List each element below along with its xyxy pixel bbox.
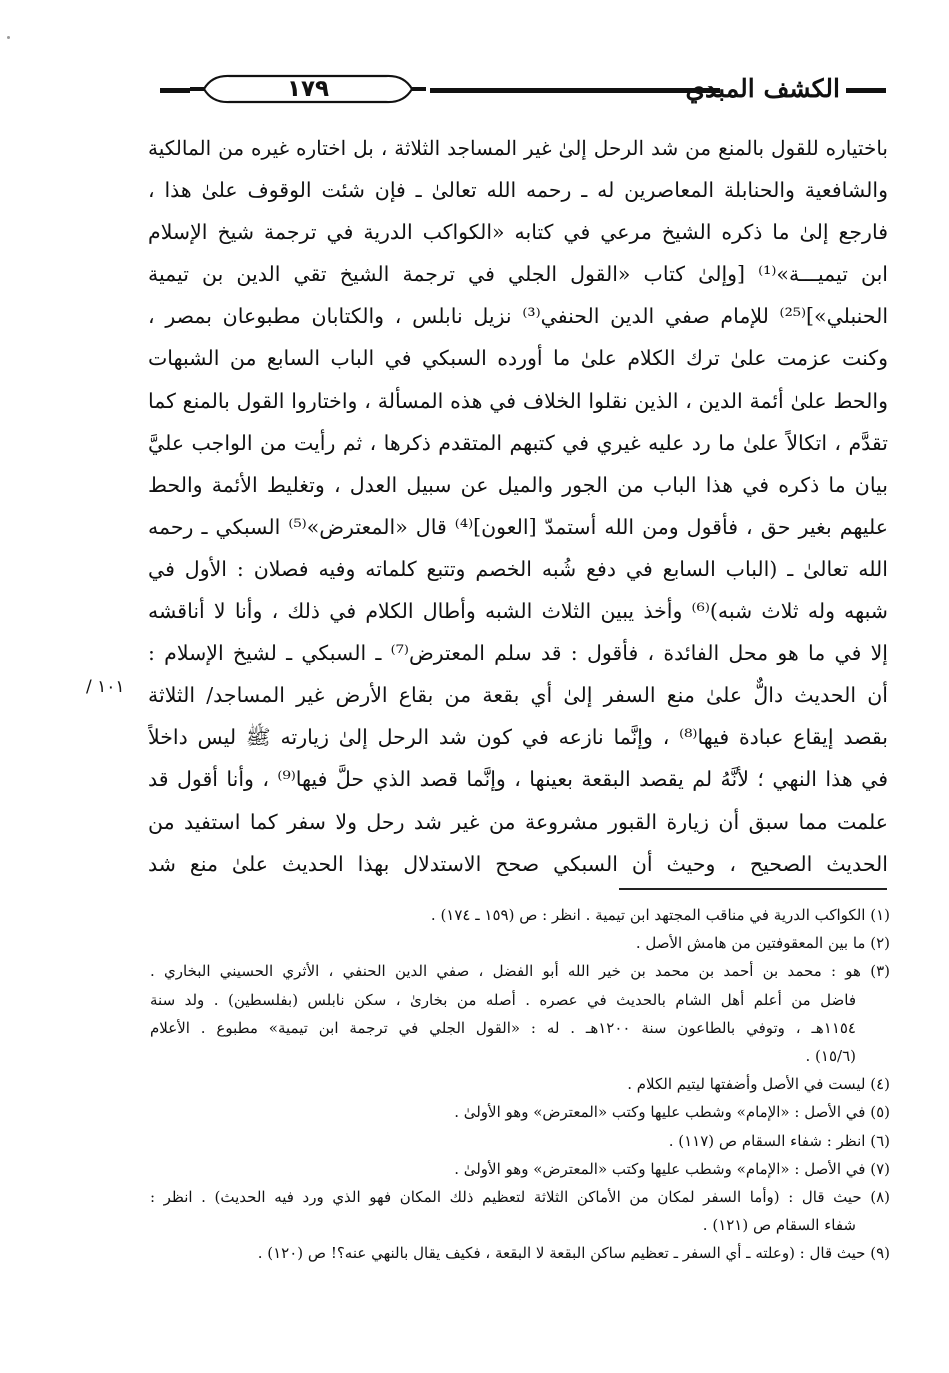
margin-page-reference: / ١٠١ [86, 677, 125, 697]
footnote-line: (٧) في الأصل : «الإمام» وشطب عليها وكتب «المعترض» وهو الأولىٰ . [454, 1159, 890, 1178]
footnote-line: (٥) في الأصل : «الإمام» وشطب عليها وكتب «المعترض» وهو الأولىٰ . [454, 1103, 890, 1122]
body-line: الحنبلي»]⁽²⁵⁾ للإمام صفي الدين الحنفي⁽³⁾ نزيل نابلس ، والكتابان مطبوعان بمصر ، [148, 304, 888, 329]
footnote-line: (٣) هو : محمد بن أحمد بن محمد بن خير الله أبو الفضل ، صفي الدين الحنفي ، الأثري الحسيني البخاري . [150, 962, 890, 981]
body-line: إلا في ما هو محل الفائدة ، فأقول : قد سلم المعترض⁽⁷⁾ ـ السبكي ـ لشيخ الإسلام : [148, 641, 888, 666]
main-text [148, 127, 888, 885]
page-header [160, 72, 886, 106]
body-line: في هذا النهي ؛ لأنَّهُ لم يقصد البقعة بعينها ، وإنَّما قصد الذي حلَّ فيها⁽⁹⁾ ، وأنا أقول قد [148, 767, 888, 792]
body-line: تقدَّم ، اتكالاً علىٰ ما رد عليه غيري في كتبهم المتقدم ذكرها ، ثم رأيت من الواجب عليَّ [148, 430, 888, 455]
footnotes [150, 901, 890, 1267]
footnote-line: شفاء السقام ص (١٢١) . [702, 1216, 856, 1235]
book-title: الكشف المبدي [685, 74, 840, 103]
scan-speck [7, 36, 10, 39]
body-line: والشافعية والحنابلة المعاصرين له ـ رحمه الله تعالىٰ ـ فإن شئت الوقوف علىٰ هذا ، [148, 178, 888, 203]
header-rule-middle [430, 88, 720, 93]
footnote-separator [619, 888, 887, 890]
body-line: باختياره للقول بالمنع من شد الرحل إلىٰ غير المساجد الثلاثة ، بل اختاره غيره من المالكية [148, 136, 888, 160]
body-line: شبهه وله ثلاث شبه)⁽⁶⁾ وأخذ يبين الثلاث الشبه وأطال الكلام في ذلك ، وأنا لا أناقشه [148, 599, 888, 624]
footnote-line: (٦) انظر : شفاء السقام ص (١١٧) . [668, 1131, 890, 1150]
body-line: الحديث الصحيح ، وحيث أن السبكي صحح الاستدلال بهذا الحديث علىٰ منع شد [148, 851, 888, 876]
footnote-line: (١) الكواكب الدرية في مناقب المجتهد ابن تيمية . انظر : ص (١٥٩ ـ ١٧٤) . [430, 906, 890, 924]
body-line: أن الحديث دالٌّ علىٰ منع السفر إلىٰ أي بقعة من بقاع الأرض غير المساجد/ الثلاثة [148, 683, 888, 708]
footnote-line: فاضل من أعلم أهل الشام بالحديث في عصره . أصله من بخارىٰ ، سكن نابلس (بفلسطين) . ولد سنة [150, 990, 856, 1009]
footnote-line: (١٥/٦) . [805, 1046, 856, 1065]
header-rule-left [160, 88, 190, 93]
footnote-line: (٤) ليست في الأصل وأضفتها ليتيم الكلام . [627, 1075, 890, 1094]
header-rule-right [846, 88, 886, 93]
footnote-line: (٢) ما بين المعقوفتين من هامش الأصل . [635, 934, 890, 953]
body-line: فارجع إلىٰ ما ذكره الشيخ مرعي في كتابه «الكواكب الدرية في ترجمة شيخ الإسلام [148, 220, 888, 245]
body-line: بيان ما ذكره في هذا الباب من الجور والميل عن سبيل العدل ، وتغليط الأئمة والحط [148, 472, 888, 497]
body-line: بقصد إيقاع عبادة فيها⁽⁸⁾ ، وإنَّما نازعه في كون شد الرحل إلىٰ زيارته ﷺ ليس داخلاً [148, 725, 888, 750]
body-line: الله تعالىٰ ـ (الباب السابع في دفع شُبه الخصم وتتبع كلماته وفيه فصلان : الأول في [148, 556, 888, 581]
body-line: ابن تيميـــة»⁽¹⁾ [وإلىٰ كتاب «القول الجلي في ترجمة الشيخ تقي الدين بن تيمية [148, 262, 888, 287]
page-number: ١٧٩ [286, 76, 330, 102]
footnote-line: (٨) حيث قال : (وأما السفر لمكان من الأماكن الثلاثة لتعظيم ذلك المكان فهو الذي ورد فيه الحديث) . انظر : [150, 1187, 890, 1206]
body-line: وكنت عزمت علىٰ ترك الكلام علىٰ ما أورده السبكي في الباب السابع من الشبهات [148, 346, 888, 371]
body-line: علمت مما سبق أن زيارة القبور مشروعة من غير شد رحل ولا سفر كما استفيد من [148, 809, 888, 834]
body-line: والحط علىٰ أئمة الدين ، الذين نقلوا الخلاف في هذه المسألة ، واختاروا القول بالمنع كما [148, 388, 888, 413]
body-line: عليهم بغير حق ، فأقول ومن الله أستمدّ [العون]⁽⁴⁾ قال «المعترض»⁽⁵⁾ السبكي ـ رحمه [148, 514, 888, 539]
footnote-line: (٩) حيث قال : (وعلته ـ أي السفر ـ تعظيم ساكن البقعة لا البقعة ، فكيف يقال بالنهي عنه؟! ص (١٢٠) . [257, 1244, 890, 1263]
page-number-frame [190, 73, 426, 105]
footnote-line: ١١٥٤هـ ، وتوفي بالطاعون سنة ١٢٠٠هـ . له : «القول الجلي في ترجمة ابن تيمية» مطبوع . الأعلام [150, 1018, 856, 1037]
